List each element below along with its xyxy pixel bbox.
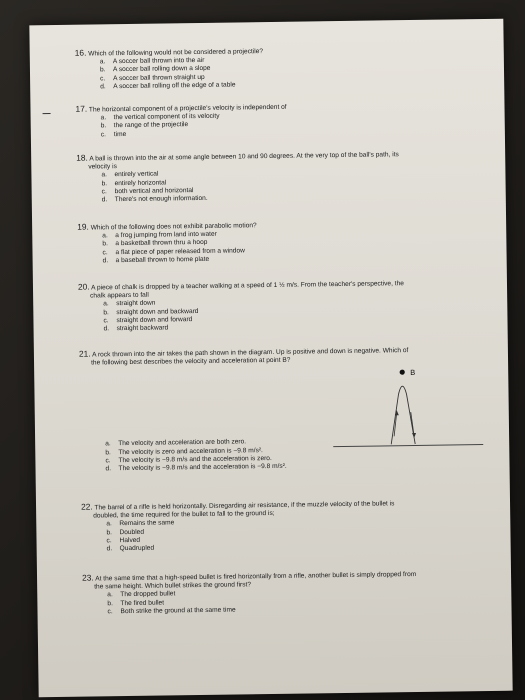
question-16 [75,46,264,92]
question-text: Which of the following would not be considered a projectile? [88,48,264,58]
answer-options [103,297,404,334]
question-22 [81,498,395,554]
question-text: The horizontal component of a projectile's velocity is independent of [88,103,287,114]
question-text-continued: doubled, the time required for the bullet to fall to the ground is; [93,510,275,520]
option-letter: a. [103,300,109,308]
downward-arrowhead [412,433,416,438]
option-letter: a. [102,232,108,240]
question-number: 23. [81,572,94,583]
option-text: straight down [116,300,156,308]
question-23 [82,569,417,617]
question-number: 22. [80,501,93,512]
answer-options [100,56,264,91]
option-letter: a. [99,58,106,66]
option-text: a baseball thrown to home plate [115,255,210,264]
option-letter: c. [100,74,106,82]
answer-options [106,517,395,554]
question-text: A ball is thrown into the air at some angle between 10 and 90 degrees. At the very top of the ball's path, its [89,151,399,163]
option-letter: c. [107,608,113,616]
option-text: The velocity is −9.8 m/s and the acceleration is zero. [118,454,272,464]
option-text: both vertical and horizontal [114,186,194,195]
question-number: 16. [74,47,87,58]
option-letter: d. [106,545,113,553]
upward-arrowhead [395,410,399,415]
option-text: Doubled [119,528,145,536]
option-text: time [113,130,127,138]
option-text: Halved [119,536,141,544]
option-letter: b. [101,179,108,187]
point-b-label: B [410,367,416,378]
question-20 [78,278,405,334]
option-letter: b. [106,528,112,536]
option-text: the vertical component of its velocity [113,112,220,122]
option-text: The velocity is zero and acceleration is −9.8 m/s². [118,446,263,456]
question-text-continued: the following best describes the velocity and acceleration at point B? [91,356,291,367]
answer-options [107,587,417,616]
option-text: straight down and backward [116,307,199,316]
answer-options [105,436,410,473]
question-17 [75,102,287,140]
option-letter: a. [100,114,107,122]
option-letter: b. [105,448,111,456]
worksheet-page [29,19,512,698]
downward-arrow [411,412,414,436]
answer-options [101,168,399,205]
option-letter: a. [101,171,107,179]
option-text: A soccer ball rolling off the edge of a table [113,81,236,90]
option-letter: c. [103,317,109,325]
question-18 [76,149,399,205]
question-21 [79,345,410,474]
option-letter: b. [103,308,109,316]
option-letter: a. [107,591,113,599]
answer-option [103,255,258,265]
question-text-continued: chalk appears to fall [90,291,149,300]
option-letter: c. [105,457,111,465]
question-text: The barrel of a rifle is held horizontally. Disregarding air resistance, if the muzzle velocity of the bullet is [94,500,395,512]
option-letter: d. [102,257,109,265]
option-text: a flat piece of paper released from a window [115,246,245,256]
option-letter: a. [106,520,112,528]
option-text: Quadrupled [119,544,155,553]
option-text: A soccer ball thrown straight up [113,73,205,82]
option-text: Both strike the ground at the same time [120,606,236,615]
option-letter: d. [100,83,106,91]
question-number: 17. [75,103,88,114]
question-text: At the same time that a high-speed bullet is fired horizontally from a rifle, another bullet is simply dropped from [95,570,417,583]
option-text: entirely horizontal [114,179,167,187]
option-letter: c. [101,188,107,196]
question-number: 18. [76,152,88,163]
option-letter: a. [105,440,111,448]
question-text-continued: the same height. Which bullet strikes the ground first? [94,581,252,591]
option-text: the range of the projectile [113,121,189,130]
option-text: The velocity and acceleration are both zero. [118,438,247,448]
option-text: Remains the same [119,519,175,528]
option-text: entirely vertical [114,170,159,179]
question-text: Which of the following does not exhibit parabolic motion? [90,222,257,232]
option-letter: d. [105,465,112,473]
option-letter: c. [106,537,112,545]
answer-options [101,112,287,139]
option-letter: c. [100,130,107,138]
option-letter: c. [102,248,108,256]
option-text: straight down and forward [116,315,193,324]
question-19 [77,220,257,266]
option-letter: d. [101,196,108,204]
question-number: 20. [77,281,90,292]
option-text: straight backward [116,324,169,333]
option-letter: b. [99,66,106,74]
option-text: The fired bullet [120,599,165,607]
answer-option [100,81,263,91]
option-text: The dropped bullet [120,590,176,599]
margin-dash-mark [43,113,51,114]
option-letter: b. [102,240,108,248]
question-number: 19. [77,221,89,232]
point-b-marker [400,370,405,375]
option-letter: d. [103,325,110,333]
option-text: The velocity is −9.8 m/s and the acceleration is −9.8 m/s². [118,462,287,473]
question-text: A piece of chalk is dropped by a teacher walking at a speed of 1 ½ m/s. From the teacher's perspective, the [91,280,404,292]
question-number: 21. [78,348,91,359]
question-text-continued: velocity is [88,163,117,171]
question-text: A rock thrown into the air takes the path shown in the diagram. Up is positive and down is negative. Which of [92,347,409,359]
projectile-path-diagram [366,364,449,447]
option-text: a frog jumping from land into water [115,230,217,240]
option-letter: b. [107,599,113,607]
option-text: There's not enough information. [114,194,208,204]
option-text: A soccer ball rolling down a slope [112,65,211,74]
answer-options [102,230,257,265]
option-letter: b. [100,122,107,130]
option-text: A soccer ball thrown into the air [112,57,205,66]
option-text: a basketball thrown thru a hoop [115,239,208,248]
